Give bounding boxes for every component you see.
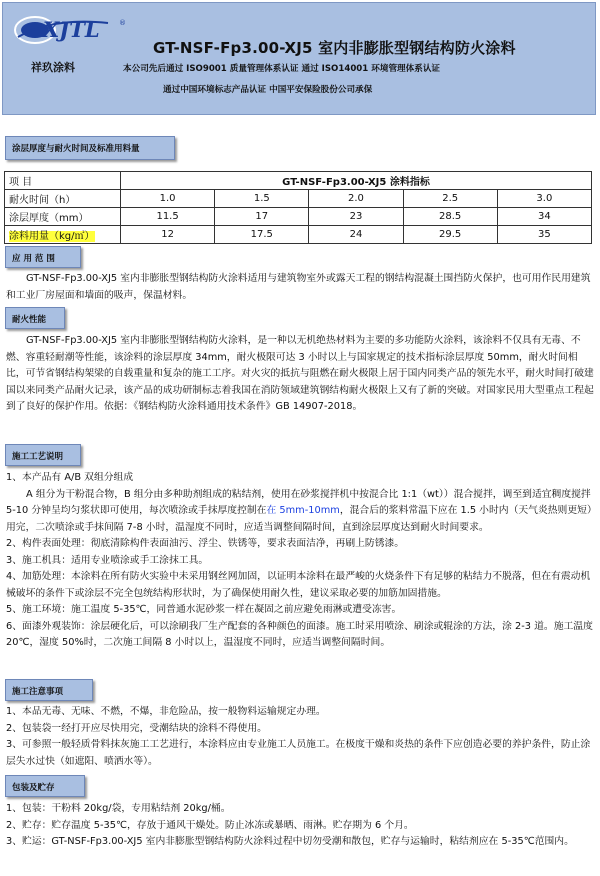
table-cell: 11.5 (121, 208, 215, 226)
storage-item-3: 3、贮运：GT-NSF-Fp3.00-XJ5 室内非膨胀型钢结构防火涂料过程中切勿受潮和散包，贮存与运输时，粘结剂应在 5-35℃范围内。 (6, 836, 574, 847)
table-row (5, 190, 592, 208)
table-cell: 24 (309, 226, 403, 244)
company-name: 祥玖涂料 (31, 61, 75, 74)
highlighted-label: 涂料用量（kg/㎡） (9, 231, 95, 242)
table-cell: 28.5 (403, 208, 497, 226)
section-notes-heading: 施工注意事项 (5, 679, 93, 701)
table-cell: 1.5 (215, 190, 309, 208)
thickness-emphasis: 在 5mm-10mm (266, 505, 340, 516)
process-item-6: 6、面漆外观装饰：涂层硬化后，可以涂刷我厂生产配套的各种颜色的面漆。施工时采用喷涂、刷涂或辊涂的方法，涂 2-3 道。施工温度 20℃，湿度 50%时，二次施工间隔 8 小时以上，温湿度不同时，应适当调整间隔时间。 (6, 620, 593, 648)
process-item-3: 3、施工机具：适用专业喷涂或手工涂抹工具。 (6, 554, 209, 566)
process-item-4: 4、加筋处理：本涂料在所有防火实验中未采用钢丝网加固，以证明本涂料在最严峻的火烧条件下有足够的粘结力不脱落，但在有震动机械破坏的条件下或涂层不完全包统结构形状时，为了确保使用耐久性，建议采取必要的加筋加固措施。 (6, 571, 591, 599)
row-label (5, 226, 121, 244)
row-label: 涂层厚度（mm） (5, 208, 121, 226)
table-cell: 2.5 (403, 190, 497, 208)
table-cell: 34 (497, 208, 591, 226)
section-performance-heading: 耐火性能 (5, 307, 65, 329)
performance-paragraph: GT-NSF-Fp3.00-XJ5 室内非膨胀型钢结构防火涂料，是一种以无机绝热材料为主要的多功能防火涂料，该涂料不仅具有无毒、不燃、容重轻耐潮等性能，该涂料的涂层厚度 34mm，耐火极限可达 3 小时以上与国家规定的技术指标涂层厚度 50mm，耐火时间相比，可节省钢结构架梁的自载重量和复杂的施工工序。对火灾的抵抗与阻燃在耐火极限上居于国内同类产品的领先水平，耐火时间打破建国以来同类产品耐火记录，该产品的成功研制标志着我国在消防领域建筑钢结构耐火极限上又有了新的突破。对国家民用大型重点工程起到了良好的保护作用。依据：《钢结构防火涂料通用技术条件》GB 14907-2018。 (6, 335, 594, 412)
certification-line-1: 本公司先后通过 ISO9001 质量管理体系认证 通过 ISO14001 环境管理体系认证 (123, 64, 441, 74)
process-item-1: 1、本产品有 A/B 双组分组成 (6, 472, 134, 483)
spec-table (4, 171, 592, 244)
note-item-2: 2、包装袋一经打开应尽快用完，受潮结块的涂料不得使用。 (6, 722, 267, 734)
logo-text: XJTL (43, 17, 100, 42)
table-item-header: 项 目 (5, 172, 121, 190)
section-storage-heading: 包装及贮存 (5, 775, 85, 797)
process-item-5: 5、施工环境：施工温度 5-35℃，同普通水泥砂浆一样在凝固之前应避免雨淋或遭受冻害。 (6, 604, 402, 615)
table-cell: 12 (121, 226, 215, 244)
header-banner (2, 2, 596, 115)
note-item-3: 3、可参照一般轻质骨料抹灰施工工艺进行，本涂料应由专业施工人员施工。在极度干燥和炎热的条件下应创造必要的养护条件，防止涂层失水过快（如遮阳、喷洒水等）。 (6, 739, 591, 767)
storage-item-2: 2、贮存：贮存温度 5-35℃，存放于通风干燥处。防止冰冻或暴晒、雨淋。贮存期为 6 个月。 (6, 819, 414, 831)
table-cell: 17.5 (215, 226, 309, 244)
table-cell: 2.0 (309, 190, 403, 208)
table-cell: 29.5 (403, 226, 497, 244)
process-item-2: 2、构件表面处理：彻底清除构件表面油污、浮尘、铁锈等，要求表面洁净，再刷上防锈漆。 (6, 538, 405, 549)
notes-paragraphs (6, 704, 594, 770)
section-thickness-heading: 涂层厚度与耐火时间及标准用料量 (5, 136, 175, 160)
table-cell: 1.0 (121, 190, 215, 208)
row-label: 耐火时间（h） (5, 190, 121, 208)
process-item-mix: A 组分为干粉混合物，B 组分由多种助剂组成的粘结剂，使用在砂浆搅拌机中按混合比 1:1（wt））混合搅拌，调至到适宜稠度搅拌 5-10 分钟呈均匀浆状即可使用，每次喷涂或手抹厚度控制在在 5mm-10mm，混合后的浆料常温下应在 1.5 小时内（天气炎热则更短）用完，二次喷涂或手抹间隔 7-8 小时，温湿度不同时，应适当调整间隔时间，直到涂层厚度达到耐火时间要求。 (6, 488, 592, 533)
table-cell: 3.0 (497, 190, 591, 208)
section-process-heading: 施工工艺说明 (5, 444, 81, 466)
process-paragraphs (6, 470, 594, 652)
certification-line-2: 通过中国环境标志产品认证 中国平安保险股份公司承保 (163, 85, 373, 95)
table-header-row (5, 172, 592, 190)
table-spec-header: GT-NSF-Fp3.00-XJ5 涂料指标 (121, 172, 592, 190)
company-logo (13, 15, 133, 45)
usage-paragraph: GT-NSF-Fp3.00-XJ5 室内非膨胀型钢结构防火涂料适用与建筑物室外或露天工程的钢结构混凝土围挡防火保护，也可用作民用建筑和工业厂房屋面和墙面的吸声，保温材料。 (6, 273, 591, 301)
table-row (5, 226, 592, 244)
note-item-1: 1、本品无毒、无味、不燃，不爆，非危险品，按一般物料运输规定办理。 (6, 706, 326, 717)
table-cell: 35 (497, 226, 591, 244)
logo-mark: ® (119, 19, 126, 27)
section-usage-heading: 应 用 范 围 (5, 246, 81, 268)
table-cell: 23 (309, 208, 403, 226)
storage-item-1: 1、包装：干粉料 20kg/袋，专用粘结剂 20kg/桶。 (6, 803, 231, 814)
table-cell: 17 (215, 208, 309, 226)
page-title: GT-NSF-Fp3.00-XJ5 室内非膨胀型钢结构防火涂料 (153, 39, 516, 57)
storage-paragraphs (6, 801, 594, 851)
table-row (5, 208, 592, 226)
